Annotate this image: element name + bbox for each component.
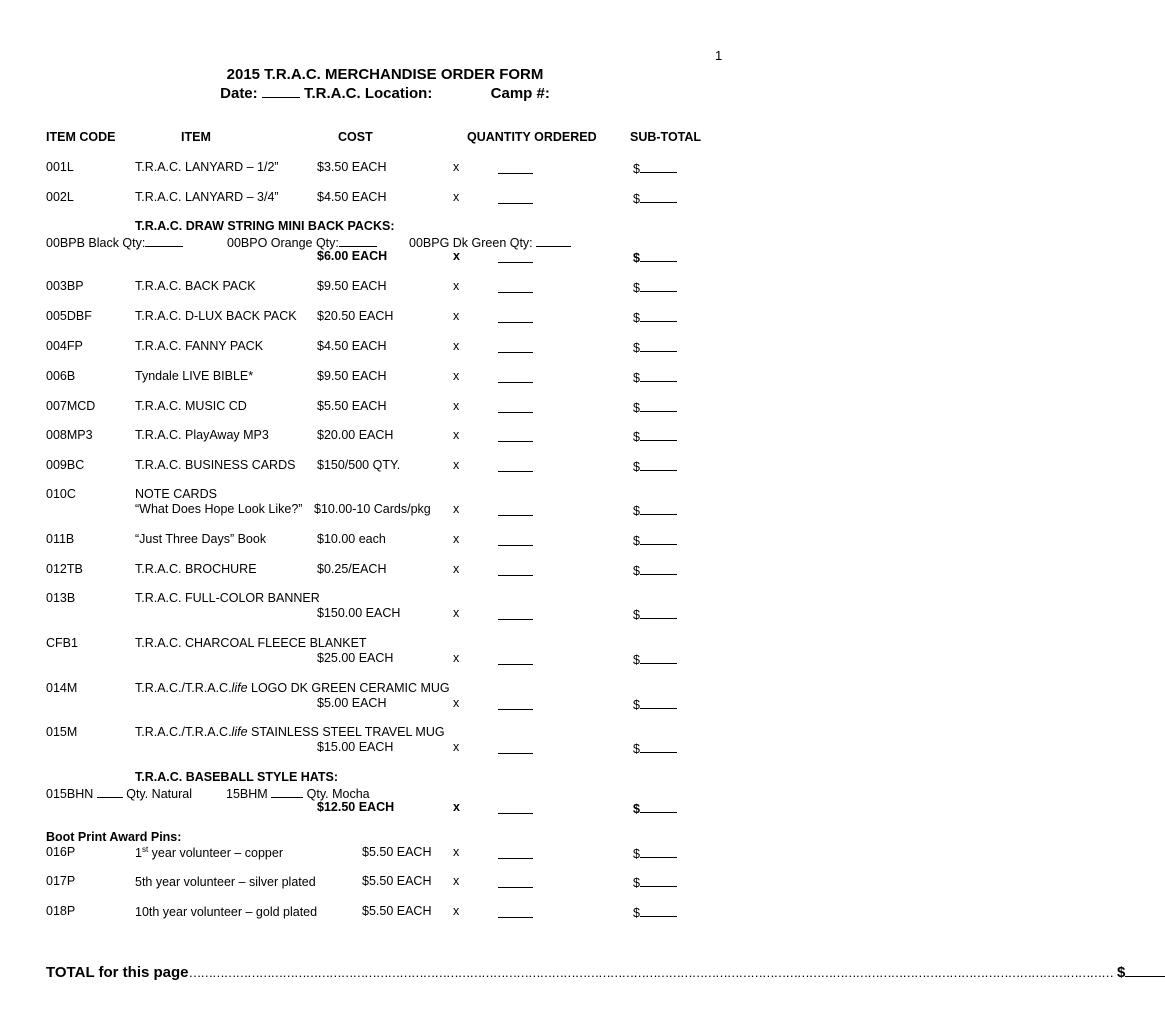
dollar-sign: $ xyxy=(633,802,640,816)
hats-natural xyxy=(46,785,192,801)
hats-times: x xyxy=(453,800,460,814)
travel-mug-item-life: life xyxy=(231,725,248,739)
subtotal-field[interactable] xyxy=(640,369,677,382)
item-cost: $4.50 EACH xyxy=(317,190,387,204)
backpacks-qty-field[interactable] xyxy=(498,250,533,268)
mug-item-b: LOGO DK GREEN CERAMIC MUG xyxy=(247,681,450,695)
header-cost: COST xyxy=(338,130,373,144)
times-sign: x xyxy=(453,399,460,413)
subtotal xyxy=(633,399,677,415)
subtotal xyxy=(633,740,677,756)
times-sign: x xyxy=(453,651,460,665)
banner-code: 013B xyxy=(46,591,76,605)
banner-cost: $150.00 EACH xyxy=(317,606,401,620)
item-code: 012TB xyxy=(46,562,83,576)
header-subtotal: SUB-TOTAL xyxy=(630,130,702,144)
total-dots: ………………………………………………………………………………………………………………………………………………………………………………………………………………… xyxy=(188,965,1113,980)
quantity-field[interactable] xyxy=(498,607,533,625)
quantity-field[interactable] xyxy=(498,310,533,328)
pin-item xyxy=(135,845,283,860)
dollar-sign: $ xyxy=(633,608,640,622)
item-cost: $4.50 EACH xyxy=(317,339,387,353)
page-total xyxy=(46,962,1165,981)
times-sign: x xyxy=(453,532,460,546)
item-name: T.R.A.C. BROCHURE xyxy=(135,562,257,576)
mug-item-life: life xyxy=(231,681,248,695)
blanket-item: T.R.A.C. CHARCOAL FLEECE BLANKET xyxy=(135,636,367,650)
backpack-orange xyxy=(227,234,377,250)
subtotal xyxy=(633,904,677,920)
total-dollar: $ xyxy=(1117,964,1126,981)
subtotal xyxy=(633,339,677,355)
item-code: 001L xyxy=(46,160,74,174)
form-subtitle xyxy=(0,85,770,102)
dollar-sign: $ xyxy=(633,311,640,325)
subtotal-field[interactable] xyxy=(640,904,677,917)
times-sign: x xyxy=(453,428,460,442)
item-cost: $0.25/EACH xyxy=(317,562,387,576)
times-sign: x xyxy=(453,696,460,710)
travel-mug-cost: $15.00 EACH xyxy=(317,740,394,754)
hats-natural-label: Qty. Natural xyxy=(126,787,192,801)
note-cards-code: 010C xyxy=(46,487,76,501)
dollar-sign: $ xyxy=(633,430,640,444)
subtotal xyxy=(633,309,677,325)
dollar-sign: $ xyxy=(633,653,640,667)
subtotal-field[interactable] xyxy=(640,874,677,887)
travel-mug-item-b: STAINLESS STEEL TRAVEL MUG xyxy=(247,725,445,739)
times-sign: x xyxy=(453,190,460,204)
times-sign: x xyxy=(453,339,460,353)
quantity-field[interactable] xyxy=(498,875,533,893)
subtotal xyxy=(633,696,677,712)
subtotal-field[interactable] xyxy=(640,696,677,709)
hats-heading: T.R.A.C. BASEBALL STYLE HATS: xyxy=(135,770,339,784)
times-sign: x xyxy=(453,160,460,174)
pin-item xyxy=(135,904,317,919)
backpacks-subtotal xyxy=(633,249,677,265)
subtotal-field[interactable] xyxy=(640,458,677,471)
backpack-black-label: 00BPB Black Qty: xyxy=(46,236,146,250)
item-code: 008MP3 xyxy=(46,428,93,442)
blanket-code: CFB1 xyxy=(46,636,78,650)
header-quantity: QUANTITY ORDERED xyxy=(467,130,597,144)
subtotal-field[interactable] xyxy=(640,606,677,619)
times-sign: x xyxy=(453,562,460,576)
dollar-sign: $ xyxy=(633,460,640,474)
backpacks-heading: T.R.A.C. DRAW STRING MINI BACK PACKS: xyxy=(135,219,395,233)
quantity-field[interactable] xyxy=(498,429,533,447)
times-sign: x xyxy=(453,458,460,472)
hats-natural-qty[interactable] xyxy=(97,785,123,798)
total-label: TOTAL for this page xyxy=(46,964,189,981)
subtotal-field[interactable] xyxy=(640,339,677,352)
subtotal-field[interactable] xyxy=(640,279,677,292)
dollar-sign: $ xyxy=(633,698,640,712)
subtotal xyxy=(633,369,677,385)
pin-code: 016P xyxy=(46,845,76,859)
dollar-sign: $ xyxy=(633,564,640,578)
pin-item-text: 5th year volunteer – silver plated xyxy=(135,875,316,890)
date-label: Date: xyxy=(220,85,258,102)
item-name: T.R.A.C. BUSINESS CARDS xyxy=(135,458,296,472)
item-code: 007MCD xyxy=(46,399,96,413)
backpack-orange-label: 00BPO Orange Qty: xyxy=(227,236,339,250)
pin-item-text-post: year volunteer – copper xyxy=(148,846,283,861)
dollar-sign: $ xyxy=(633,504,640,518)
subtotal-field[interactable] xyxy=(640,160,677,173)
hats-mocha-code: 15BHM xyxy=(226,787,268,801)
camp-label: Camp #: xyxy=(490,85,550,102)
backpack-orange-qty[interactable] xyxy=(339,234,377,247)
quantity-field[interactable] xyxy=(498,370,533,388)
pin-item xyxy=(135,874,316,889)
item-code: 009BC xyxy=(46,458,85,472)
blanket-cost: $25.00 EACH xyxy=(317,651,394,665)
dollar-sign: $ xyxy=(633,906,640,920)
pins-heading: Boot Print Award Pins: xyxy=(46,830,182,844)
date-field[interactable] xyxy=(262,85,300,98)
quantity-field[interactable] xyxy=(498,280,533,298)
subtotal xyxy=(633,562,677,578)
item-code: 003BP xyxy=(46,279,84,293)
pin-code: 018P xyxy=(46,904,76,918)
travel-mug-item-a: T.R.A.C./T.R.A.C. xyxy=(135,725,232,739)
travel-mug-item xyxy=(135,725,445,739)
subtotal-field[interactable] xyxy=(640,399,677,412)
page-number: 1 xyxy=(715,48,723,63)
dollar-sign: $ xyxy=(633,847,640,861)
subtotal xyxy=(633,502,677,518)
backpack-green-qty[interactable] xyxy=(536,234,571,247)
backpacks-cost: $6.00 EACH xyxy=(317,249,388,263)
item-code: 011B xyxy=(46,532,75,546)
subtotal-field[interactable] xyxy=(640,428,677,441)
pin-cost: $5.50 EACH xyxy=(362,904,432,918)
item-cost: $5.50 EACH xyxy=(317,399,387,413)
backpacks-times: x xyxy=(453,249,460,263)
times-sign: x xyxy=(453,606,460,620)
dollar-sign: $ xyxy=(633,341,640,355)
quantity-field[interactable] xyxy=(498,340,533,358)
quantity-field[interactable] xyxy=(498,905,533,923)
subtotal xyxy=(633,532,677,548)
pin-cost: $5.50 EACH xyxy=(362,845,432,859)
subtotal-field[interactable] xyxy=(640,309,677,322)
header-item: ITEM xyxy=(181,130,211,144)
subtotal xyxy=(633,160,677,176)
dollar-sign: $ xyxy=(633,192,640,206)
subtotal-field[interactable] xyxy=(640,532,677,545)
subtotal xyxy=(633,874,677,890)
quantity-field[interactable] xyxy=(498,846,533,864)
subtotal xyxy=(633,606,677,622)
backpack-black xyxy=(46,234,183,250)
note-cards-cost: $10.00-10 Cards/pkg xyxy=(314,502,431,516)
dollar-sign: $ xyxy=(633,876,640,890)
subtotal xyxy=(633,190,677,206)
quantity-field[interactable] xyxy=(498,459,533,477)
hats-cost: $12.50 EACH xyxy=(317,800,395,814)
hats-subtotal-field[interactable] xyxy=(640,800,677,813)
subtotal-field[interactable] xyxy=(640,651,677,664)
subtotal-field[interactable] xyxy=(640,845,677,858)
dollar-sign: $ xyxy=(633,401,640,415)
item-cost: $9.50 EACH xyxy=(317,369,387,383)
note-cards-subtitle: “What Does Hope Look Like?” xyxy=(135,502,303,516)
times-sign: x xyxy=(453,502,460,516)
subtotal xyxy=(633,845,677,861)
quantity-field[interactable] xyxy=(498,741,533,759)
subtotal-field[interactable] xyxy=(640,190,677,203)
dollar-sign: $ xyxy=(633,251,640,265)
backpack-black-qty[interactable] xyxy=(145,234,183,247)
dollar-sign: $ xyxy=(633,371,640,385)
form-title: 2015 T.R.A.C. MERCHANDISE ORDER FORM xyxy=(226,66,544,83)
item-name: T.R.A.C. BACK PACK xyxy=(135,279,256,293)
hats-qty-field[interactable] xyxy=(498,801,533,819)
item-cost: $150/500 QTY. xyxy=(317,458,401,472)
subtotal xyxy=(633,651,677,667)
subtotal-field[interactable] xyxy=(640,562,677,575)
pin-item-text: 1 xyxy=(135,846,142,861)
item-name: T.R.A.C. FANNY PACK xyxy=(135,339,264,353)
item-cost: $20.50 EACH xyxy=(317,309,394,323)
item-cost: $20.00 EACH xyxy=(317,428,394,442)
item-cost: $9.50 EACH xyxy=(317,279,387,293)
item-name: T.R.A.C. LANYARD – 3/4” xyxy=(135,190,279,204)
hats-mocha-label: Qty. Mocha xyxy=(306,787,370,801)
quantity-field[interactable] xyxy=(498,503,533,521)
mug-item-a: T.R.A.C./T.R.A.C. xyxy=(135,681,232,695)
location-label: T.R.A.C. Location: xyxy=(304,85,433,102)
quantity-field[interactable] xyxy=(498,652,533,670)
item-name: T.R.A.C. MUSIC CD xyxy=(135,399,247,413)
quantity-field[interactable] xyxy=(498,563,533,581)
mug-item xyxy=(135,681,450,695)
subtotal-field[interactable] xyxy=(640,502,677,515)
header-item-code: ITEM CODE xyxy=(46,130,116,144)
item-code: 006B xyxy=(46,369,76,383)
note-cards-item: NOTE CARDS xyxy=(135,487,217,501)
item-code: 005DBF xyxy=(46,309,92,323)
mug-code: 014M xyxy=(46,681,78,695)
times-sign: x xyxy=(453,904,460,918)
travel-mug-code: 015M xyxy=(46,725,78,739)
times-sign: x xyxy=(453,740,460,754)
dollar-sign: $ xyxy=(633,162,640,176)
pin-code: 017P xyxy=(46,874,76,888)
dollar-sign: $ xyxy=(633,534,640,548)
subtotal-field[interactable] xyxy=(640,740,677,753)
subtotal xyxy=(633,279,677,295)
quantity-field[interactable] xyxy=(498,400,533,418)
pin-cost: $5.50 EACH xyxy=(362,874,432,888)
quantity-field[interactable] xyxy=(498,191,533,209)
dollar-sign: $ xyxy=(633,281,640,295)
hats-mocha xyxy=(226,785,370,801)
times-sign: x xyxy=(453,309,460,323)
quantity-field[interactable] xyxy=(498,161,533,179)
item-code: 004FP xyxy=(46,339,83,353)
quantity-field[interactable] xyxy=(498,533,533,551)
item-cost: $3.50 EACH xyxy=(317,160,387,174)
item-code: 002L xyxy=(46,190,74,204)
backpack-green xyxy=(409,234,571,250)
item-name: T.R.A.C. PlayAway MP3 xyxy=(135,428,269,442)
backpack-green-label: 00BPG Dk Green Qty: xyxy=(409,236,533,250)
times-sign: x xyxy=(453,369,460,383)
item-cost: $10.00 each xyxy=(317,532,386,546)
times-sign: x xyxy=(453,279,460,293)
quantity-field[interactable] xyxy=(498,697,533,715)
subtotal xyxy=(633,458,677,474)
item-name: T.R.A.C. D-LUX BACK PACK xyxy=(135,309,297,323)
subtotal xyxy=(633,428,677,444)
item-name: “Just Three Days” Book xyxy=(135,532,267,546)
dollar-sign: $ xyxy=(633,742,640,756)
backpacks-subtotal-field[interactable] xyxy=(640,249,677,262)
item-name: T.R.A.C. LANYARD – 1/2” xyxy=(135,160,279,174)
times-sign: x xyxy=(453,845,460,859)
total-field[interactable] xyxy=(1125,962,1165,977)
item-name: Tyndale LIVE BIBLE* xyxy=(135,369,254,383)
hats-mocha-qty[interactable] xyxy=(271,785,303,798)
hats-subtotal xyxy=(633,800,677,816)
banner-item: T.R.A.C. FULL-COLOR BANNER xyxy=(135,591,320,605)
pin-item-text: 10th year volunteer – gold plated xyxy=(135,905,318,920)
times-sign: x xyxy=(453,874,460,888)
mug-cost: $5.00 EACH xyxy=(317,696,387,710)
pin-item-sup: st xyxy=(141,845,149,854)
hats-natural-code: 015BHN xyxy=(46,787,94,801)
